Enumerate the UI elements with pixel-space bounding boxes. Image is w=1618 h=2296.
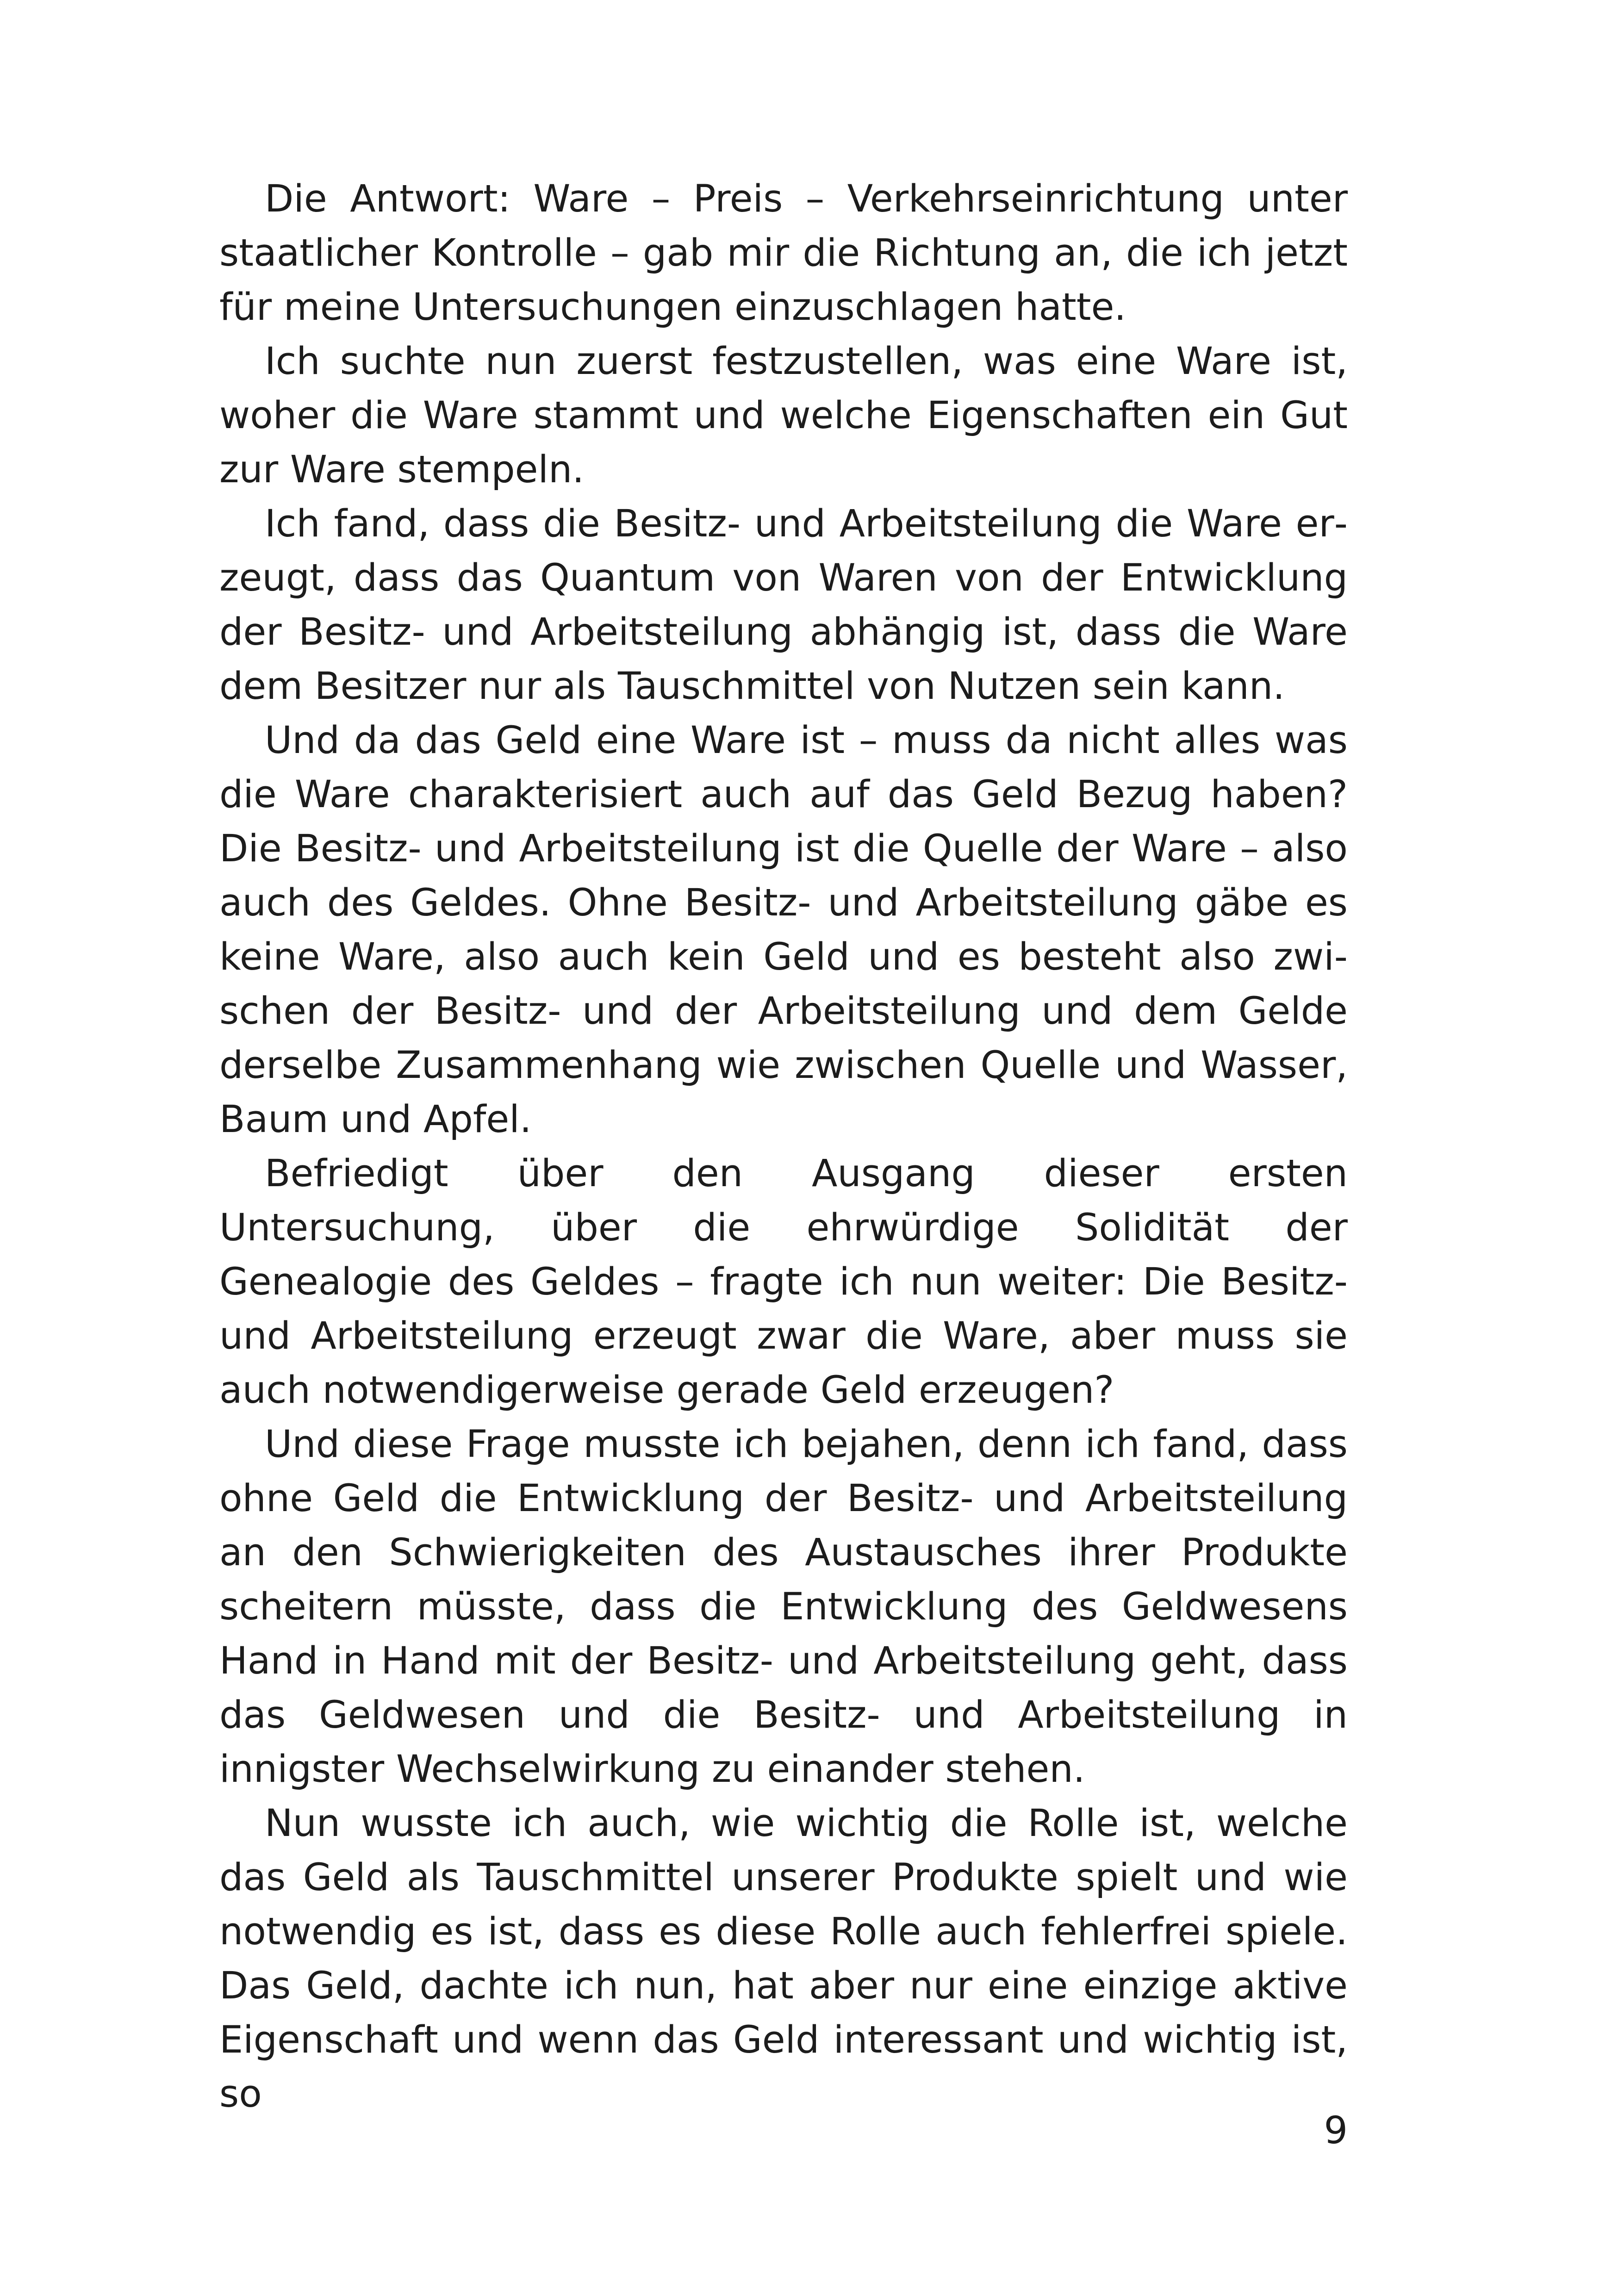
paragraph-4: Und da das Geld eine Ware ist – muss da nicht alles was die Ware charakterisiert auch auf das Geld Bezug haben? Die Besitz- und Arbeitsteilung ist die Quelle der Ware – also auch des Geldes. Ohne Besitz- und Arbeitsteilung gäbe es keine Ware, also auch kein Geld und es besteht also zwischen der Besitz- und der Arbeitsteilung und dem Gelde derselbe Zusammenhang wie zwischen Quelle und Wasser, Baum und Apfel. [219,719,1348,1141]
paragraph-6: Und diese Frage musste ich bejahen, denn ich fand, dass ohne Geld die Entwicklung der Besitz- und Arbeitsteilung an den Schwierigkeiten des Austausches ihrer Produkte scheitern müsste, dass die Entwicklung des Geldwesens Hand in Hand mit der Besitz- und Arbeitsteilung geht, dass das Geldwesen und die Besitz- und Arbeitsteilung in innigster Wechselwirkung zu einander stehen. [219,1423,1348,1791]
paragraph-5: Befriedigt über den Ausgang dieser ersten Untersuchung, über die ehrwürdige Solidität der Genealogie des Geldes – fragte ich nun weiter: Die Besitz- und Arbeitsteilung erzeugt zwar die Ware, aber muss sie auch notwendigerweise gerade Geld erzeugen? [219,1152,1348,1412]
paragraph-7: Nun wusste ich auch, wie wichtig die Rolle ist, welche das Geld als Tauschmittel unserer Produkte spielt und wie notwendig es ist, dass es diese Rolle auch fehlerfrei spiele. Das Geld, dachte ich nun, hat aber nur eine einzige aktive Eigenschaft und wenn das Geld interessant und wichtig ist, so [219,1802,1348,2116]
page-number: 9 [1324,2109,1348,2153]
body-text [219,172,1348,2122]
paragraph-3: Ich fand, dass die Besitz- und Arbeitsteilung die Ware erzeugt, dass das Quantum von Waren von der Entwicklung der Besitz- und Arbeitsteilung abhängig ist, dass die Ware dem Besitzer nur als Tauschmittel von Nutzen sein kann. [219,502,1348,708]
paragraph-2: Ich suchte nun zuerst festzustellen, was eine Ware ist, woher die Ware stammt und welche Eigenschaften ein Gut zur Ware stempeln. [219,340,1348,492]
paragraph-1: Die Antwort: Ware – Preis – Verkehrseinrichtung unter staatlicher Kontrolle – gab mir die Richtung an, die ich jetzt für meine Untersuchungen einzuschlagen hatte. [219,177,1348,329]
